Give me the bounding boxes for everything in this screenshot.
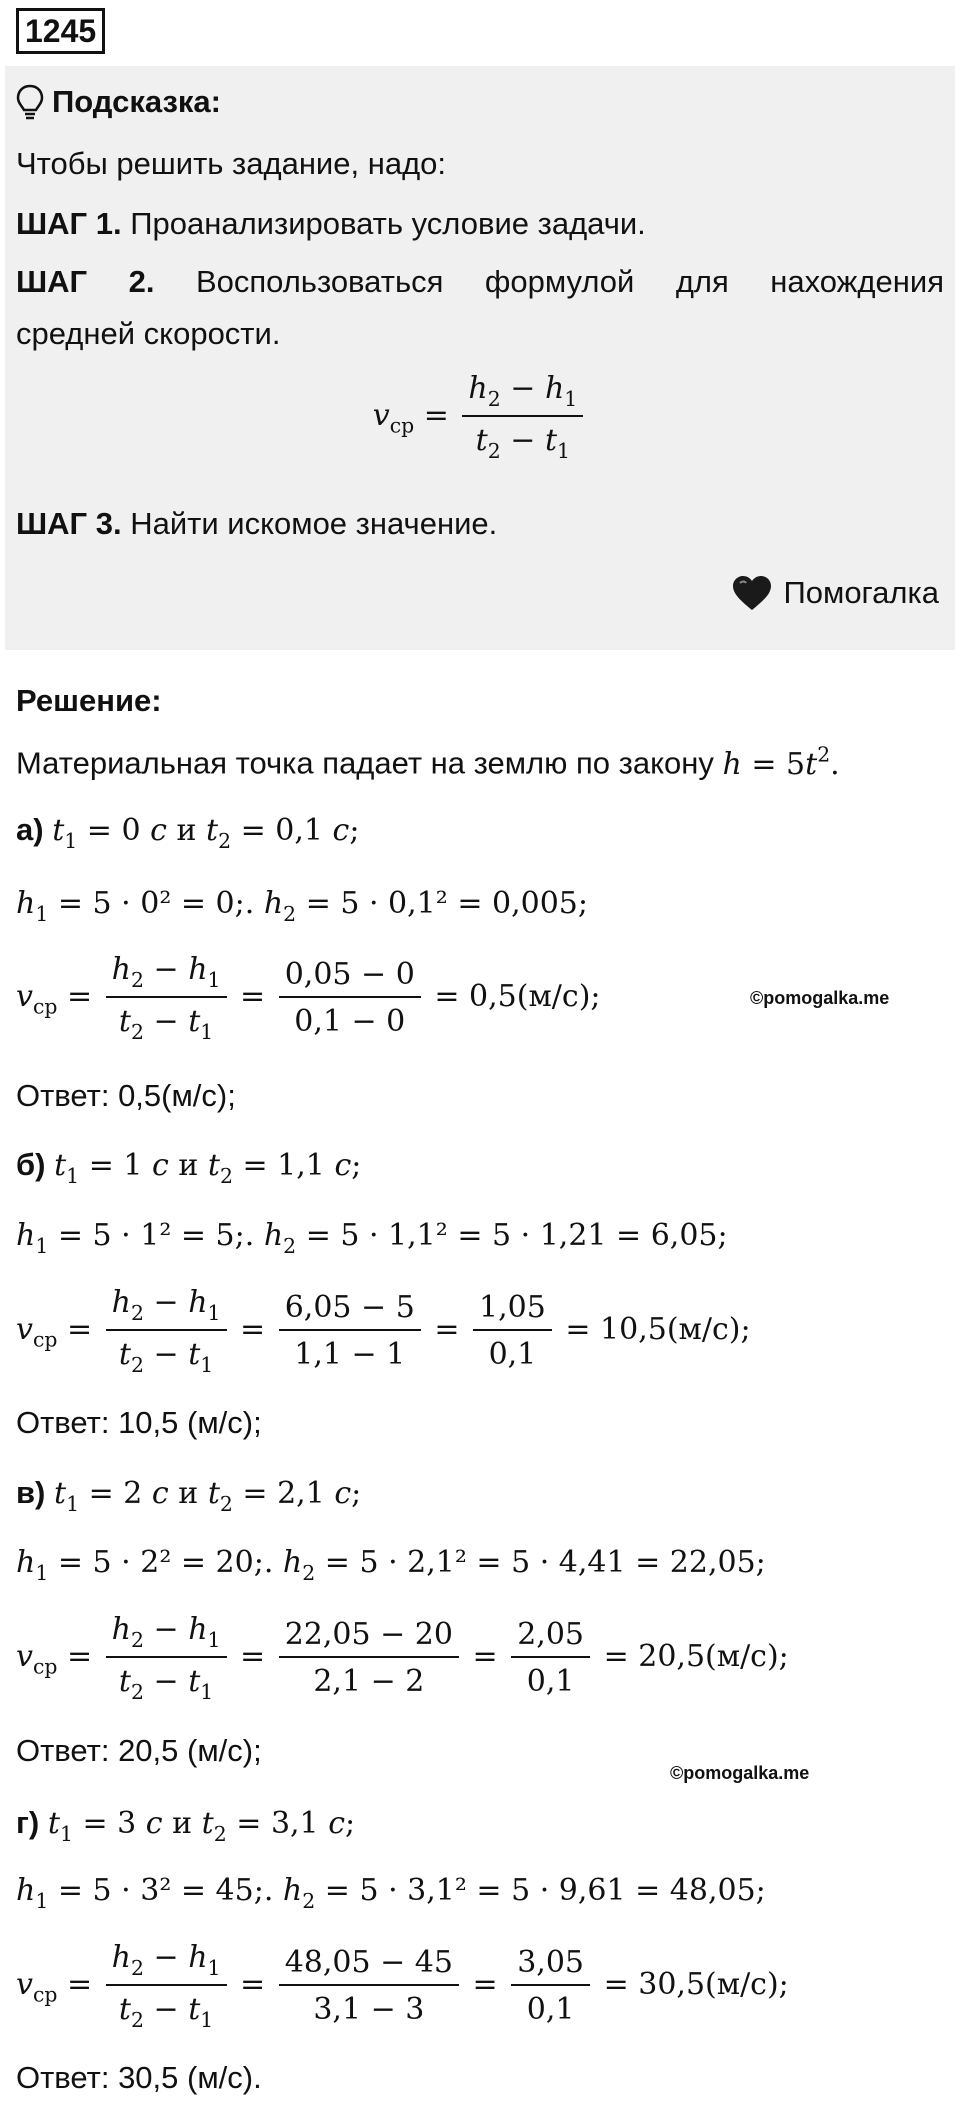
heart-icon	[731, 574, 773, 612]
part-g-condition: г) $t_1 = 3$ c и $t_2 = 3,1$ c;	[16, 1805, 356, 1846]
step-2-number: 2.	[128, 264, 155, 299]
part-a-speed: $v_{ср}$ = $\frac{h_2 - h_1}{t_2 - t_1}$ = $\frac{0,05 - 0}{0,1 - 0}$ = 0,5(м/с);	[16, 952, 601, 1044]
part-a-answer: Ответ: 0,5(м/с);	[16, 1078, 236, 1113]
step-2-word: Воспользоваться	[195, 264, 444, 299]
part-a-numerator: 0,05 − 0	[284, 956, 415, 992]
brand-name: Помогалка	[783, 575, 939, 610]
part-a-t2: 0,1	[275, 813, 323, 848]
part-b-numerator-2: 1,05	[479, 1289, 546, 1325]
watermark: ©pomogalka.me	[750, 988, 890, 1008]
step-3-label: ШАГ 3.	[16, 506, 122, 541]
part-b-numerator: 6,05 − 5	[284, 1289, 415, 1325]
hint-box	[5, 66, 955, 650]
part-v-t2: 2,1	[277, 1476, 325, 1511]
part-b-result: = 10,5(м/с);	[565, 1311, 751, 1347]
part-v-denominator-2: 0,1	[511, 1656, 590, 1699]
part-v-result: = 20,5(м/с);	[603, 1638, 789, 1674]
part-a-heights: $h_1 = 5 \cdot 0^2 = 0$;. $h_2 = 5 \cdot 0,1^2 = 0,005$;	[16, 886, 588, 926]
part-b-t2: 1,1	[277, 1148, 325, 1183]
part-b-condition: б) $t_1 = 1$ c и $t_2 = 1,1$ c;	[16, 1147, 362, 1188]
part-g-heights: $h_1 = 5 \cdot 3^2 = 45$;. $h_2 = 5 \cdot 3,1^2 = 5 \cdot 9,61 = 48,05$;	[16, 1873, 766, 1913]
part-g-h1: = 5 · 3² = 45;.	[57, 1873, 274, 1908]
part-v-answer: Ответ: 20,5 (м/с);	[16, 1733, 262, 1768]
part-v-label: в)	[16, 1475, 46, 1510]
part-g-result: = 30,5(м/с);	[603, 1966, 789, 2002]
part-a-h1: = 5 · 0² = 0;.	[57, 886, 255, 921]
part-a-h2: = 5 · 0,1² = 0,005;	[305, 886, 588, 921]
part-a-denominator: 0,1 − 0	[279, 996, 421, 1039]
part-v-t1: 2	[123, 1476, 143, 1511]
hint-step-2	[16, 264, 944, 300]
part-b-h2: = 5 · 1,1² = 5 · 1,21 = 6,05;	[305, 1218, 728, 1253]
part-v-condition: в) $t_1 = 2$ c и $t_2 = 2,1$ c;	[16, 1475, 362, 1516]
solution-intro	[16, 742, 840, 782]
step-2-word: для	[675, 264, 729, 299]
part-g-t1: 3	[117, 1806, 137, 1841]
fall-law: $h = 5t^2$.	[722, 742, 840, 782]
part-g-denominator-2: 0,1	[511, 1984, 590, 2027]
step-2-word: формулой	[484, 264, 635, 299]
part-v-denominator: 2,1 − 2	[279, 1656, 459, 1699]
part-a-result: = 0,5(м/с);	[434, 978, 601, 1014]
part-b-denominator: 1,1 − 1	[279, 1329, 421, 1372]
part-b-answer: Ответ: 10,5 (м/с);	[16, 1405, 262, 1440]
average-speed-formula: $v_{ср}$ = $\frac{h_2 - h_1}{t_2 - t_1}$	[5, 371, 955, 463]
part-b-label: б)	[16, 1147, 46, 1182]
lightbulb-icon	[16, 84, 44, 120]
step-1-text: Проанализировать условие задачи.	[130, 206, 646, 241]
part-b-heights: $h_1 = 5 \cdot 1^2 = 5$;. $h_2 = 5 \cdot 1,1^2 = 5 \cdot 1,21 = 6,05$;	[16, 1218, 728, 1258]
step-1-label: ШАГ 1.	[16, 206, 122, 241]
solution-intro-text: Материальная точка падает на землю по закону	[16, 745, 714, 781]
watermark: ©pomogalka.me	[670, 1763, 810, 1783]
part-g-t2: 3,1	[270, 1806, 319, 1841]
hint-title	[16, 84, 221, 120]
task-number: 1245	[16, 8, 105, 54]
step-2-label: ШАГ	[16, 264, 88, 299]
part-g-answer: Ответ: 30,5 (м/с).	[16, 2060, 262, 2095]
hint-title-text: Подсказка:	[52, 84, 221, 119]
part-a-condition: а) $t_1 = 0$ c и $t_2 = 0,1$ c;	[16, 812, 360, 853]
part-b-speed: $v_{ср}$ = $\frac{h_2 - h_1}{t_2 - t_1}$ = $\frac{6,05 - 5}{1,1 - 1}$ = $\frac{1,05}{0,1}$ = 10,5(м/с);	[16, 1285, 751, 1377]
hint-step-2-continued: средней скорости.	[16, 316, 281, 351]
step-3-text: Найти искомое значение.	[130, 506, 498, 541]
part-g-speed: $v_{ср}$ = $\frac{h_2 - h_1}{t_2 - t_1}$ = $\frac{48,05 - 45}{3,1 - 3}$ = $\frac{3,05}{0,1}$ = 30,5(м/с);	[16, 1940, 789, 2032]
part-v-numerator-2: 2,05	[517, 1616, 585, 1652]
part-v-h1: = 5 · 2² = 20;.	[57, 1545, 274, 1580]
part-v-numerator: 22,05 − 20	[284, 1616, 453, 1652]
hint-intro: Чтобы решить задание, надо:	[16, 146, 447, 181]
part-g-numerator: 48,05 − 45	[284, 1944, 453, 1980]
part-g-numerator-2: 3,05	[517, 1944, 585, 1980]
part-v-h2: = 5 · 2,1² = 5 · 4,41 = 22,05;	[324, 1545, 766, 1580]
part-b-t1: 1	[123, 1148, 143, 1183]
part-b-denominator-2: 0,1	[473, 1329, 552, 1372]
brand	[731, 574, 939, 612]
part-v-speed: $v_{ср}$ = $\frac{h_2 - h_1}{t_2 - t_1}$ = $\frac{22,05 - 20}{2,1 - 2}$ = $\frac{2,05}{0,1}$ = 20,5(м/с);	[16, 1612, 789, 1704]
part-g-h2: = 5 · 3,1² = 5 · 9,61 = 48,05;	[324, 1873, 766, 1908]
part-a-label: а)	[16, 812, 44, 847]
part-b-h1: = 5 · 1² = 5;.	[57, 1218, 255, 1253]
hint-step-3	[16, 506, 497, 542]
step-2-word: нахождения	[770, 264, 944, 299]
part-v-heights: $h_1 = 5 \cdot 2^2 = 20$;. $h_2 = 5 \cdot 2,1^2 = 5 \cdot 4,41 = 22,05$;	[16, 1545, 766, 1585]
part-a-t1: 0	[121, 813, 141, 848]
solution-title: Решение:	[16, 683, 162, 718]
part-g-label: г)	[16, 1805, 40, 1840]
hint-step-1	[16, 206, 646, 242]
part-g-denominator: 3,1 − 3	[279, 1984, 459, 2027]
